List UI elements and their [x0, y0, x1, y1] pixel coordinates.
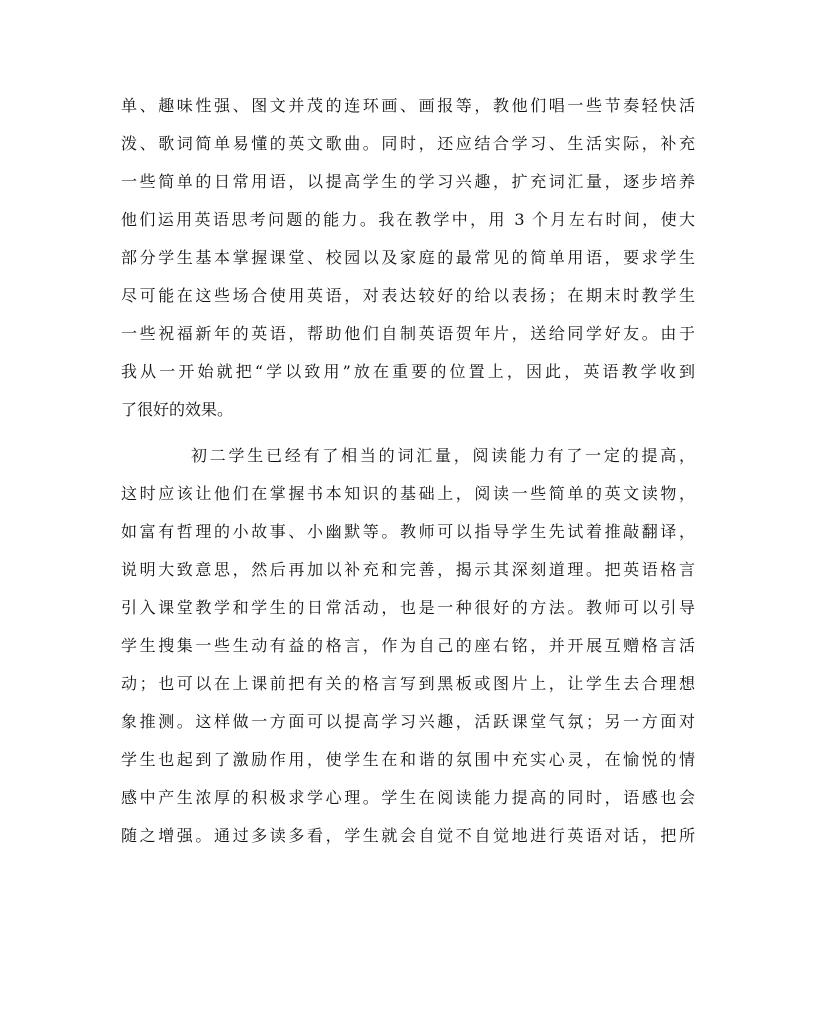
text-line: 象推测。这样做一方面可以提高学习兴趣，活跃课堂气氛；另一方面对 [121, 712, 695, 731]
text-line: 引入课堂教学和学生的日常活动，也是一种很好的方法。教师可以引导 [121, 598, 695, 617]
text-line: 学生也起到了激励作用，使学生在和谐的氛围中充实心灵，在愉悦的情 [121, 750, 695, 769]
text-line: 尽可能在这些场合使用英语，对表达较好的给以表扬；在期末时教学生 [121, 286, 695, 305]
text-line: 动；也可以在上课前把有关的格言写到黑板或图片上，让学生去合理想 [121, 674, 695, 693]
text-line: 一些简单的日常用语，以提高学生的学习兴趣，扩充词汇量，逐步培养 [121, 172, 695, 191]
text-line: 说明大致意思，然后再加以补充和完善，揭示其深刻道理。把英语格言 [121, 560, 695, 579]
text-line: 随之增强。通过多读多看，学生就会自觉不自觉地进行英语对话，把所 [121, 826, 695, 845]
text-line: 单、趣味性强、图文并茂的连环画、画报等，教他们唱一些节奏轻快活 [121, 96, 695, 115]
text-line: 我从一开始就把“学以致用”放在重要的位置上，因此，英语教学收到 [121, 362, 695, 381]
text-line: 泼、歌词简单易懂的英文歌曲。同时，还应结合学习、生活实际，补充 [121, 134, 695, 153]
text-line: 这时应该让他们在掌握书本知识的基础上，阅读一些简单的英文读物， [121, 484, 695, 503]
text-line-indented: 初二学生已经有了相当的词汇量，阅读能力有了一定的提高， [191, 446, 695, 465]
text-line: 感中产生浓厚的积极求学心理。学生在阅读能力提高的同时，语感也会 [121, 788, 695, 807]
text-line: 如富有哲理的小故事、小幽默等。教师可以指导学生先试着推敲翻译， [121, 522, 695, 541]
text-line: 他们运用英语思考问题的能力。我在教学中，用 3 个月左右时间，使大 [121, 210, 695, 229]
text-line: 部分学生基本掌握课堂、校园以及家庭的最常见的简单用语，要求学生 [121, 248, 695, 267]
text-line: 一些祝福新年的英语，帮助他们自制英语贺年片，送给同学好友。由于 [121, 324, 695, 343]
text-line: 了很好的效果。 [121, 400, 234, 419]
text-line: 学生搜集一些生动有益的格言，作为自己的座右铭，并开展互赠格言活 [121, 636, 695, 655]
